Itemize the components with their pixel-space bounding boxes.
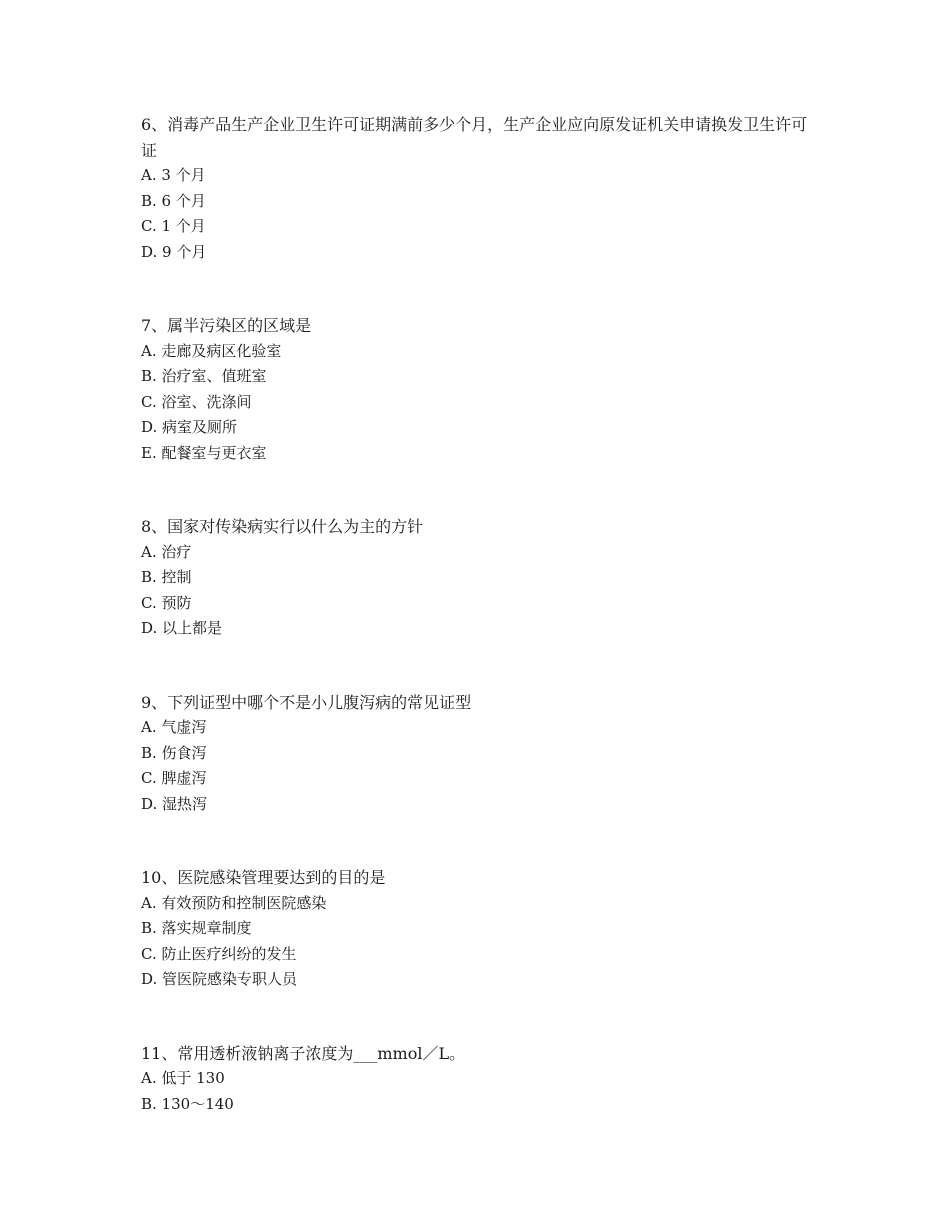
- question-11: [141, 1041, 821, 1118]
- document-page: [141, 112, 821, 1165]
- option-c: C. 1 个月: [141, 217, 206, 235]
- question-10: [141, 865, 821, 993]
- option-d: D. 湿热泻: [141, 794, 208, 813]
- option-a: A. 低于 130: [141, 1069, 225, 1087]
- question-6: [141, 112, 821, 265]
- option-a: A. 气虚泻: [141, 718, 207, 736]
- question-stem: 8、国家对传染病实行以什么为主的方针: [141, 517, 424, 536]
- option-d: D. 9 个月: [141, 242, 207, 261]
- option-a: A. 治疗: [141, 542, 192, 561]
- option-b: B. 伤食泻: [141, 743, 207, 762]
- question-8: [141, 514, 821, 642]
- option-c: C. 脾虚泻: [141, 769, 207, 787]
- question-stem: 6、消毒产品生产企业卫生许可证期满前多少个月，生产企业应向原发证机关申请换发卫生许可证: [141, 115, 808, 160]
- question-stem: 9、下列证型中哪个不是小儿腹泻病的常见证型: [141, 692, 472, 712]
- option-c: C. 预防: [141, 593, 192, 612]
- option-b: B. 治疗室、值班室: [141, 367, 267, 385]
- option-b: B. 6 个月: [141, 191, 206, 210]
- option-d: D. 病室及厕所: [141, 418, 238, 436]
- question-stem: 10、医院感染管理要达到的目的是: [141, 868, 386, 887]
- question-9: [141, 690, 821, 818]
- option-c: C. 防止医疗纠纷的发生: [141, 944, 297, 963]
- option-a: A. 3 个月: [141, 166, 206, 184]
- option-a: A. 走廊及病区化验室: [141, 341, 282, 360]
- question-stem: 7、属半污染区的区域是: [141, 316, 312, 335]
- option-c: C. 浴室、洗涤间: [141, 392, 252, 411]
- question-stem: 11、常用透析液钠离子浓度为___mmol／L。: [141, 1043, 466, 1063]
- option-b: B. 130～140: [141, 1094, 234, 1113]
- option-d: D. 以上都是: [141, 619, 223, 637]
- option-b: B. 控制: [141, 568, 192, 586]
- question-7: [141, 313, 821, 466]
- option-d: D. 管医院感染专职人员: [141, 970, 298, 988]
- option-e: E. 配餐室与更衣室: [141, 443, 267, 462]
- option-a: A. 有效预防和控制医院感染: [141, 893, 327, 912]
- option-b: B. 落实规章制度: [141, 919, 252, 937]
